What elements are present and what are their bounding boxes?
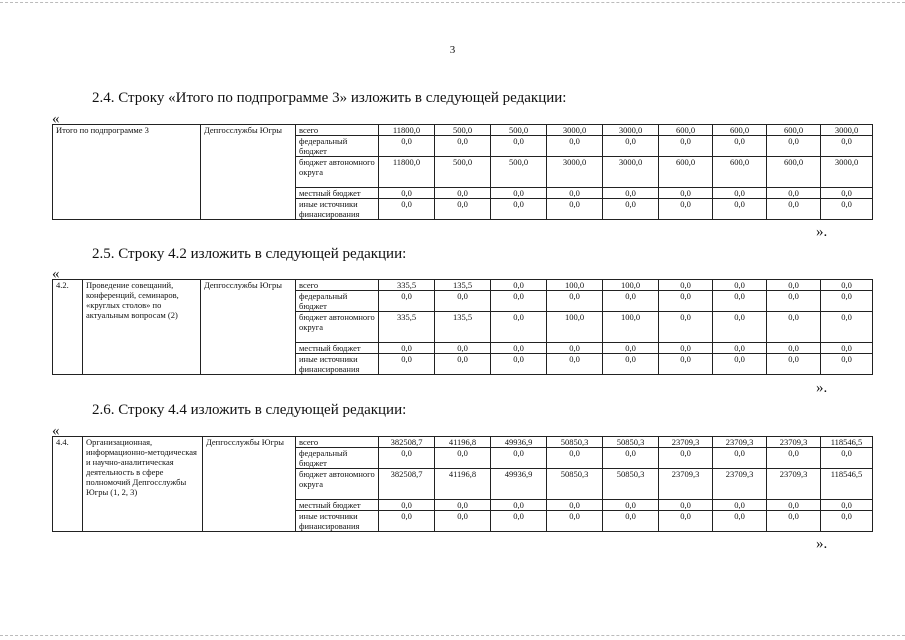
value-cell: 0,0 [491,291,547,312]
value-cell: 500,0 [435,125,491,136]
value-cell: 0,0 [435,354,491,375]
value-cell: 0,0 [659,448,713,469]
value-cell: 0,0 [491,354,547,375]
value-cell: 23709,3 [713,437,767,448]
value-cell: 600,0 [713,125,767,136]
value-cell: 49936,9 [491,469,547,500]
value-cell: 41196,8 [435,437,491,448]
funding-source: федеральный бюджет [296,448,379,469]
value-cell: 135,5 [435,280,491,291]
value-cell: 23709,3 [659,469,713,500]
value-cell: 0,0 [821,199,873,220]
value-cell: 0,0 [659,136,713,157]
value-cell: 0,0 [491,280,547,291]
value-cell: 0,0 [603,500,659,511]
open-quote-2-5: « [52,266,60,282]
value-cell: 0,0 [603,291,659,312]
scan-top-edge [0,2,905,3]
value-cell: 0,0 [713,280,767,291]
value-cell: 23709,3 [767,469,821,500]
value-cell: 0,0 [821,136,873,157]
value-cell: 0,0 [767,280,821,291]
value-cell: 50850,3 [547,469,603,500]
funding-source: бюджет автономного округа [296,469,379,500]
value-cell: 0,0 [603,136,659,157]
funding-source: иные источники финансирования [296,354,379,375]
value-cell: 0,0 [821,280,873,291]
value-cell: 0,0 [379,354,435,375]
value-cell: 0,0 [491,199,547,220]
value-cell: 0,0 [491,312,547,343]
value-cell: 0,0 [603,354,659,375]
funding-source: всего [296,125,379,136]
value-cell: 0,0 [659,188,713,199]
value-cell: 0,0 [713,511,767,532]
value-cell: 23709,3 [713,469,767,500]
value-cell: 100,0 [547,312,603,343]
funding-source: бюджет автономного округа [296,312,379,343]
value-cell: 0,0 [491,343,547,354]
value-cell: 0,0 [491,511,547,532]
funding-source: бюджет автономного округа [296,157,379,188]
value-cell: 0,0 [821,500,873,511]
value-cell: 41196,8 [435,469,491,500]
value-cell: 335,5 [379,280,435,291]
value-cell: 0,0 [547,448,603,469]
value-cell: 3000,0 [603,157,659,188]
row-executor: Депгосслужбы Югры [201,280,296,375]
value-cell: 0,0 [491,500,547,511]
section-heading-2-4: 2.4. Строку «Итого по подпрограмме 3» изложить в следующей редакции: [92,90,567,106]
value-cell: 0,0 [659,354,713,375]
value-cell: 3000,0 [821,125,873,136]
value-cell: 600,0 [767,125,821,136]
value-cell: 382508,7 [379,469,435,500]
value-cell: 500,0 [491,125,547,136]
value-cell: 0,0 [821,354,873,375]
funding-source: иные источники финансирования [296,199,379,220]
value-cell: 0,0 [603,511,659,532]
value-cell: 0,0 [767,343,821,354]
value-cell: 0,0 [713,291,767,312]
value-cell: 0,0 [379,511,435,532]
value-cell: 0,0 [379,291,435,312]
value-cell: 0,0 [659,291,713,312]
close-quote-2-5: ». [816,380,828,396]
value-cell: 0,0 [659,199,713,220]
value-cell: 0,0 [603,188,659,199]
row-name: Проведение совещаний, конференций, семинаров, «круглых столов» по актуальным вопросам (2) [83,280,201,375]
funding-source: федеральный бюджет [296,136,379,157]
funding-source: местный бюджет [296,500,379,511]
value-cell: 3000,0 [547,157,603,188]
value-cell: 0,0 [379,448,435,469]
value-cell: 135,5 [435,312,491,343]
value-cell: 0,0 [821,511,873,532]
value-cell: 0,0 [435,188,491,199]
value-cell: 0,0 [435,511,491,532]
value-cell: 100,0 [603,312,659,343]
value-cell: 500,0 [435,157,491,188]
row-executor: Депгосслужбы Югры [203,437,296,532]
value-cell: 50850,3 [547,437,603,448]
value-cell: 50850,3 [603,437,659,448]
value-cell: 0,0 [659,280,713,291]
value-cell: 600,0 [767,157,821,188]
value-cell: 100,0 [547,280,603,291]
value-cell: 0,0 [547,500,603,511]
funding-source: местный бюджет [296,188,379,199]
value-cell: 118546,5 [821,437,873,448]
value-cell: 600,0 [713,157,767,188]
close-quote-2-4: ». [816,224,828,240]
table-row [53,437,873,448]
value-cell: 0,0 [435,136,491,157]
value-cell: 0,0 [713,188,767,199]
value-cell: 0,0 [713,448,767,469]
section-heading-2-5: 2.5. Строку 4.2 изложить в следующей редакции: [92,246,407,262]
value-cell: 600,0 [659,125,713,136]
value-cell: 0,0 [547,188,603,199]
value-cell: 0,0 [379,343,435,354]
open-quote-2-4: « [52,111,60,127]
value-cell: 0,0 [659,511,713,532]
value-cell: 0,0 [767,511,821,532]
table-2-6 [52,436,873,532]
value-cell: 0,0 [821,448,873,469]
row-code: 4.4. [53,437,83,532]
value-cell: 0,0 [821,343,873,354]
value-cell: 0,0 [713,312,767,343]
value-cell: 0,0 [713,354,767,375]
value-cell: 0,0 [767,312,821,343]
value-cell: 11800,0 [379,157,435,188]
value-cell: 0,0 [547,291,603,312]
page-number: 3 [449,44,456,56]
value-cell: 100,0 [603,280,659,291]
value-cell: 0,0 [713,343,767,354]
funding-source: всего [296,437,379,448]
value-cell: 0,0 [435,343,491,354]
value-cell: 0,0 [435,500,491,511]
value-cell: 0,0 [379,188,435,199]
table-2-4 [52,124,873,220]
value-cell: 0,0 [821,291,873,312]
value-cell: 0,0 [767,291,821,312]
value-cell: 500,0 [491,157,547,188]
value-cell: 0,0 [547,511,603,532]
value-cell: 0,0 [659,343,713,354]
value-cell: 382508,7 [379,437,435,448]
table-row [53,280,873,291]
funding-source: федеральный бюджет [296,291,379,312]
value-cell: 0,0 [767,500,821,511]
section-heading-2-6: 2.6. Строку 4.4 изложить в следующей редакции: [92,402,407,418]
funding-source: всего [296,280,379,291]
value-cell: 0,0 [379,199,435,220]
value-cell: 0,0 [435,448,491,469]
value-cell: 600,0 [659,157,713,188]
value-cell: 0,0 [603,448,659,469]
value-cell: 50850,3 [603,469,659,500]
value-cell: 0,0 [547,136,603,157]
table-row [53,125,873,136]
value-cell: 11800,0 [379,125,435,136]
value-cell: 3000,0 [547,125,603,136]
row-executor: Депгосслужбы Югры [201,125,296,220]
value-cell: 0,0 [767,136,821,157]
value-cell: 335,5 [379,312,435,343]
value-cell: 0,0 [767,354,821,375]
value-cell: 0,0 [491,136,547,157]
value-cell: 0,0 [821,312,873,343]
close-quote-2-6: ». [816,536,828,552]
value-cell: 0,0 [767,188,821,199]
value-cell: 118546,5 [821,469,873,500]
scan-bottom-edge [0,635,905,636]
value-cell: 23709,3 [659,437,713,448]
value-cell: 0,0 [547,354,603,375]
funding-source: иные источники финансирования [296,511,379,532]
value-cell: 0,0 [713,500,767,511]
value-cell: 0,0 [821,188,873,199]
value-cell: 0,0 [491,448,547,469]
value-cell: 0,0 [659,312,713,343]
value-cell: 3000,0 [821,157,873,188]
value-cell: 0,0 [547,343,603,354]
table-2-5 [52,279,873,375]
value-cell: 0,0 [435,199,491,220]
value-cell: 0,0 [547,199,603,220]
value-cell: 49936,9 [491,437,547,448]
open-quote-2-6: « [52,423,60,439]
value-cell: 0,0 [767,448,821,469]
value-cell: 0,0 [603,199,659,220]
value-cell: 0,0 [659,500,713,511]
row-name: Организационная, информационно-методическая и научно-аналитическая деятельность в сфере полномочий Депгосслужбы Югры (1, 2, 3) [83,437,203,532]
value-cell: 0,0 [379,136,435,157]
value-cell: 0,0 [603,343,659,354]
funding-source: местный бюджет [296,343,379,354]
value-cell: 0,0 [379,500,435,511]
row-name: Итого по подпрограмме 3 [53,125,201,220]
value-cell: 3000,0 [603,125,659,136]
value-cell: 0,0 [491,188,547,199]
value-cell: 0,0 [435,291,491,312]
row-code: 4.2. [53,280,83,375]
value-cell: 0,0 [713,199,767,220]
value-cell: 23709,3 [767,437,821,448]
value-cell: 0,0 [767,199,821,220]
value-cell: 0,0 [713,136,767,157]
